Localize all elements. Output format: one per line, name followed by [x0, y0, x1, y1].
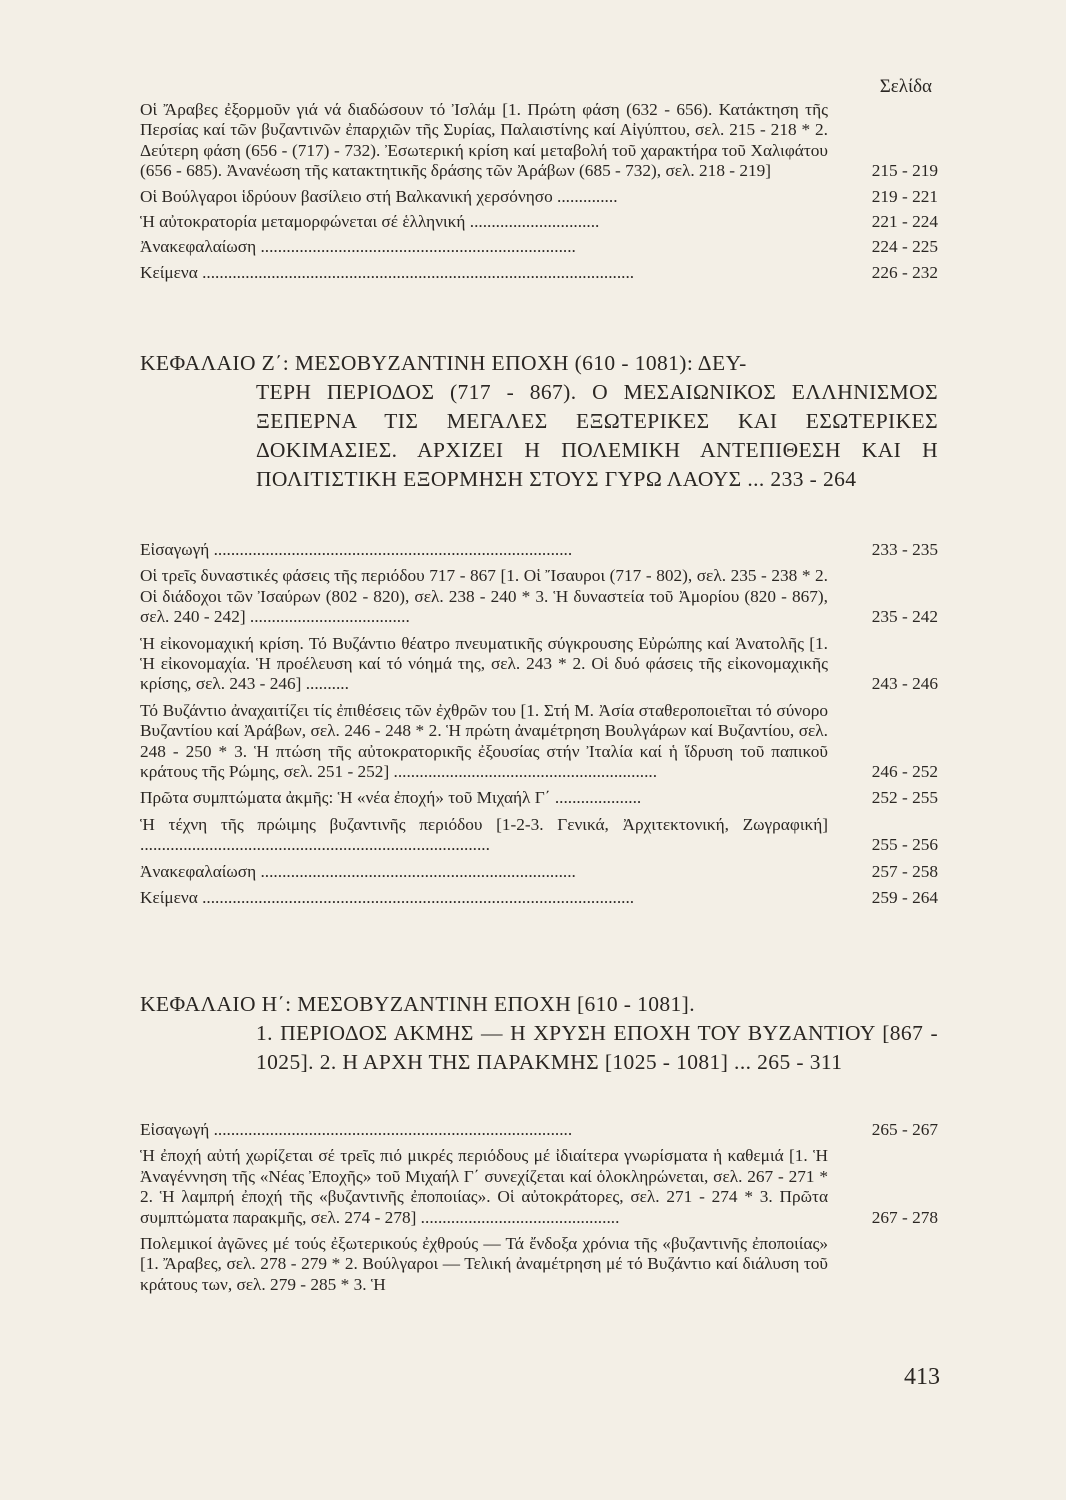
toc-entry — [140, 540, 938, 560]
toc-section-2 — [140, 540, 938, 909]
toc-entry — [140, 237, 938, 257]
chapter-heading-z — [140, 349, 938, 494]
toc-entry-text: Ἡ εἰκονομαχική κρίση. Τό Βυζάντιο θέατρο πνευματικῆς σύγκρουσης Εὐρώπης καί Ἀνατολῆς [1. Ἡ εἰκονομαχία. Ἡ προέλευση καί τό νόημά της, σελ. 243 * 2. Οἱ δυό φάσεις τῆς εἰκονομαχικῆς κρίσης, σελ. 243 - 246] .......... — [140, 633, 828, 694]
toc-entry-text: Ἀνακεφαλαίωση ......................................................................... — [140, 237, 576, 257]
toc-entry-pages: 265 - 267 — [871, 1120, 938, 1139]
toc-entry — [140, 862, 938, 882]
toc-entry-text: Εἰσαγωγή ................................................................................... — [140, 1120, 573, 1139]
toc-entry — [140, 263, 938, 283]
toc-entry-pages: 235 - 242 — [871, 607, 938, 627]
toc-entry — [140, 1234, 938, 1295]
chapter-title-first-line: ΚΕΦΑΛΑΙΟ Ζ΄: ΜΕΣΟΒΥΖΑΝΤΙΝΗ ΕΠΟΧΗ (610 - 1081): ΔΕΥ- — [140, 351, 747, 375]
toc-entry-pages: 257 - 258 — [871, 861, 938, 881]
page-column-header: Σελίδα — [879, 76, 932, 97]
toc-entry-text: Κείμενα .................................................................................................... — [140, 262, 635, 282]
toc-entry-text: Ἡ αὐτοκρατορία μεταμορφώνεται σέ ἑλληνική .............................. — [140, 212, 600, 232]
toc-entry — [140, 788, 938, 808]
toc-entry — [140, 1120, 938, 1140]
toc-entry-text: Οἱ Ἄραβες ἐξορμοῦν γιά νά διαδώσουν τό Ἰσλάμ [1. Πρώτη φάση (632 - 656). Κατάκτηση τῆς Περσίας καί τῶν βυζαντινῶν ἐπαρχιῶν τῆς Συρίας, Παλαιστίνης καί Αἰγύπτου, σελ. 215 - 218 * 2. Δεύτερη φάση (656 - (717) - 732). Ἐσωτερική κρίση καί μεταβολή τοῦ χαρακτήρα τοῦ Χαλιφάτου (656 - 685). Ἀνανέωση τῆς κατακτητικῆς δράσης τῶν Ἀράβων (685 - 732), σελ. 218 - 219] — [140, 100, 828, 181]
toc-section-3 — [140, 1120, 938, 1295]
toc-entry-pages: 215 - 219 — [871, 161, 938, 181]
toc-entry — [140, 100, 938, 182]
toc-entry-pages: 259 - 264 — [871, 888, 938, 908]
toc-entry-text: Ἡ ἐποχή αὐτή χωρίζεται σέ τρεῖς πιό μικρές περιόδους μέ ἰδιαίτερα γνωρίσματα ἡ καθεμιά [1. Ἡ Ἀναγέννηση τῆς «Νέας Ἐποχῆς» τοῦ Μιχαήλ Γ΄ συνεχίζεται καί ὁλοκληρώνεται, σελ. 267 - 271 * 2. Ἡ λαμπρή ἐποχή τῆς «βυζαντινῆς ἐποποιίας». Οἱ αὐτοκράτορες, σελ. 271 - 274 * 3. Πρῶτα συμπτώματα παρακμῆς, σελ. 274 - 278] .............................................. — [140, 1146, 828, 1227]
toc-entry-pages: 219 - 221 — [871, 186, 938, 206]
toc-entry-text: Οἱ τρεῖς δυναστικές φάσεις τῆς περιόδου 717 - 867 [1. Οἱ Ἴσαυροι (717 - 802), σελ. 235 - 238 * 2. Οἱ διάδοχοι τῶν Ἰσαύρων (802 - 820), σελ. 238 - 240 * 3. Ἡ δυναστεία τοῦ Ἀμορίου (820 - 867), σελ. 240 - 242] ..................................... — [140, 566, 828, 627]
toc-entry-pages: 246 - 252 — [871, 762, 938, 782]
toc-entry-text: Κείμενα .................................................................................................... — [140, 888, 635, 908]
toc-entry — [140, 1146, 938, 1228]
toc-entry-pages: 267 - 278 — [871, 1207, 938, 1227]
toc-entry-pages: 252 - 255 — [871, 788, 938, 808]
chapter-heading-h — [140, 990, 938, 1077]
chapter-title-first-line: ΚΕΦΑΛΑΙΟ Η΄: ΜΕΣΟΒΥΖΑΝΤΙΝΗ ΕΠΟΧΗ [610 - 1081]. — [140, 992, 696, 1016]
toc-entry-text: Εἰσαγωγή ................................................................................... — [140, 540, 573, 559]
toc-entry-text: Τό Βυζάντιο ἀναχαιτίζει τίς ἐπιθέσεις τῶν ἐχθρῶν του [1. Στή Μ. Ἀσία σταθεροποιεῖται τό σύνορο Βυζαντίου καί Ἀράβων, σελ. 246 - 248 * 2. Ἡ πρώτη ἀναμέτρηση Βουλγάρων καί Βυζαντίου, σελ. 248 - 250 * 3. Ἡ πτώση τῆς αὐτοκρατορικῆς ἐξουσίας στήν Ἰταλία καί ἡ ἵδρυση τοῦ παπικοῦ κράτους τῆς Ρώμης, σελ. 251 - 252] ............................................................. — [140, 700, 828, 782]
toc-entry — [140, 888, 938, 908]
toc-entry — [140, 701, 938, 783]
toc-entry — [140, 187, 938, 207]
toc-entry-pages: 233 - 235 — [871, 540, 938, 559]
toc-entry — [140, 634, 938, 695]
toc-section-1 — [140, 100, 938, 283]
toc-entry-text: Οἱ Βούλγαροι ἱδρύουν βασίλειο στή Βαλκανική χερσόνησο .............. — [140, 186, 618, 206]
toc-entry-pages: 243 - 246 — [871, 674, 938, 694]
toc-entry-text: Πολεμικοί ἀγῶνες μέ τούς ἐξωτερικούς ἐχθρούς — Τά ἔνδοξα χρόνια τῆς «βυζαντινῆς ἐποποιίας» [1. Ἄραβες, σελ. 278 - 279 * 2. Βούλγαροι — Τελική ἀναμέτρηση μέ τό Βυζάντιο καί διάλυση τοῦ κράτους των, σελ. 279 - 285 * 3. Ἡ — [140, 1234, 828, 1294]
toc-entry-pages: 226 - 232 — [871, 262, 938, 282]
chapter-title-continuation: ΤΕΡΗ ΠΕΡΙΟΔΟΣ (717 - 867). Ο ΜΕΣΑΙΩΝΙΚΟΣ ΕΛΛΗΝΙΣΜΟΣ ΞΕΠΕΡΝΑ ΤΙΣ ΜΕΓΑΛΕΣ ΕΞΩΤΕΡΙΚΕΣ ΚΑΙ ΕΣΩΤΕΡΙΚΕΣ ΔΟΚΙΜΑΣΙΕΣ. ΑΡΧΙΖΕΙ Η ΠΟΛΕΜΙΚΗ ΑΝΤΕΠΙΘΕΣΗ ΚΑΙ Η ΠΟΛΙΤΙΣΤΙΚΗ ΕΞΟΡΜΗΣΗ ΣΤΟΥΣ ΓΥΡΩ ΛΑΟΥΣ ... 233 - 264 — [256, 380, 938, 491]
chapter-title-continuation: 1. ΠΕΡΙΟΔΟΣ ΑΚΜΗΣ — Η ΧΡΥΣΗ ΕΠΟΧΗ ΤΟΥ ΒΥΖΑΝΤΙΟΥ [867 - 1025]. 2. Η ΑΡΧΗ ΤΗΣ ΠΑΡΑΚΜΗΣ [1025 - 1081] ... 265 - 311 — [256, 1021, 938, 1074]
toc-entry-text: Ἀνακεφαλαίωση ......................................................................... — [140, 861, 576, 881]
toc-entry — [140, 212, 938, 232]
page-number: 413 — [904, 1364, 940, 1390]
toc-entry — [140, 815, 938, 856]
toc-entry-pages: 255 - 256 — [871, 835, 938, 855]
toc-entry-text: Ἡ τέχνη τῆς πρώιμης βυζαντινῆς περιόδου [1-2-3. Γενικά, Ἀρχιτεκτονική, Ζωγραφική] ................................................................................. — [140, 814, 828, 855]
toc-entry-text: Πρῶτα συμπτώματα ἀκμῆς: Ἡ «νέα ἐποχή» τοῦ Μιχαήλ Γ΄ .................... — [140, 788, 642, 808]
toc-entry-pages: 221 - 224 — [871, 212, 938, 232]
toc-entry — [140, 566, 938, 627]
toc-entry-pages: 224 - 225 — [871, 237, 938, 257]
